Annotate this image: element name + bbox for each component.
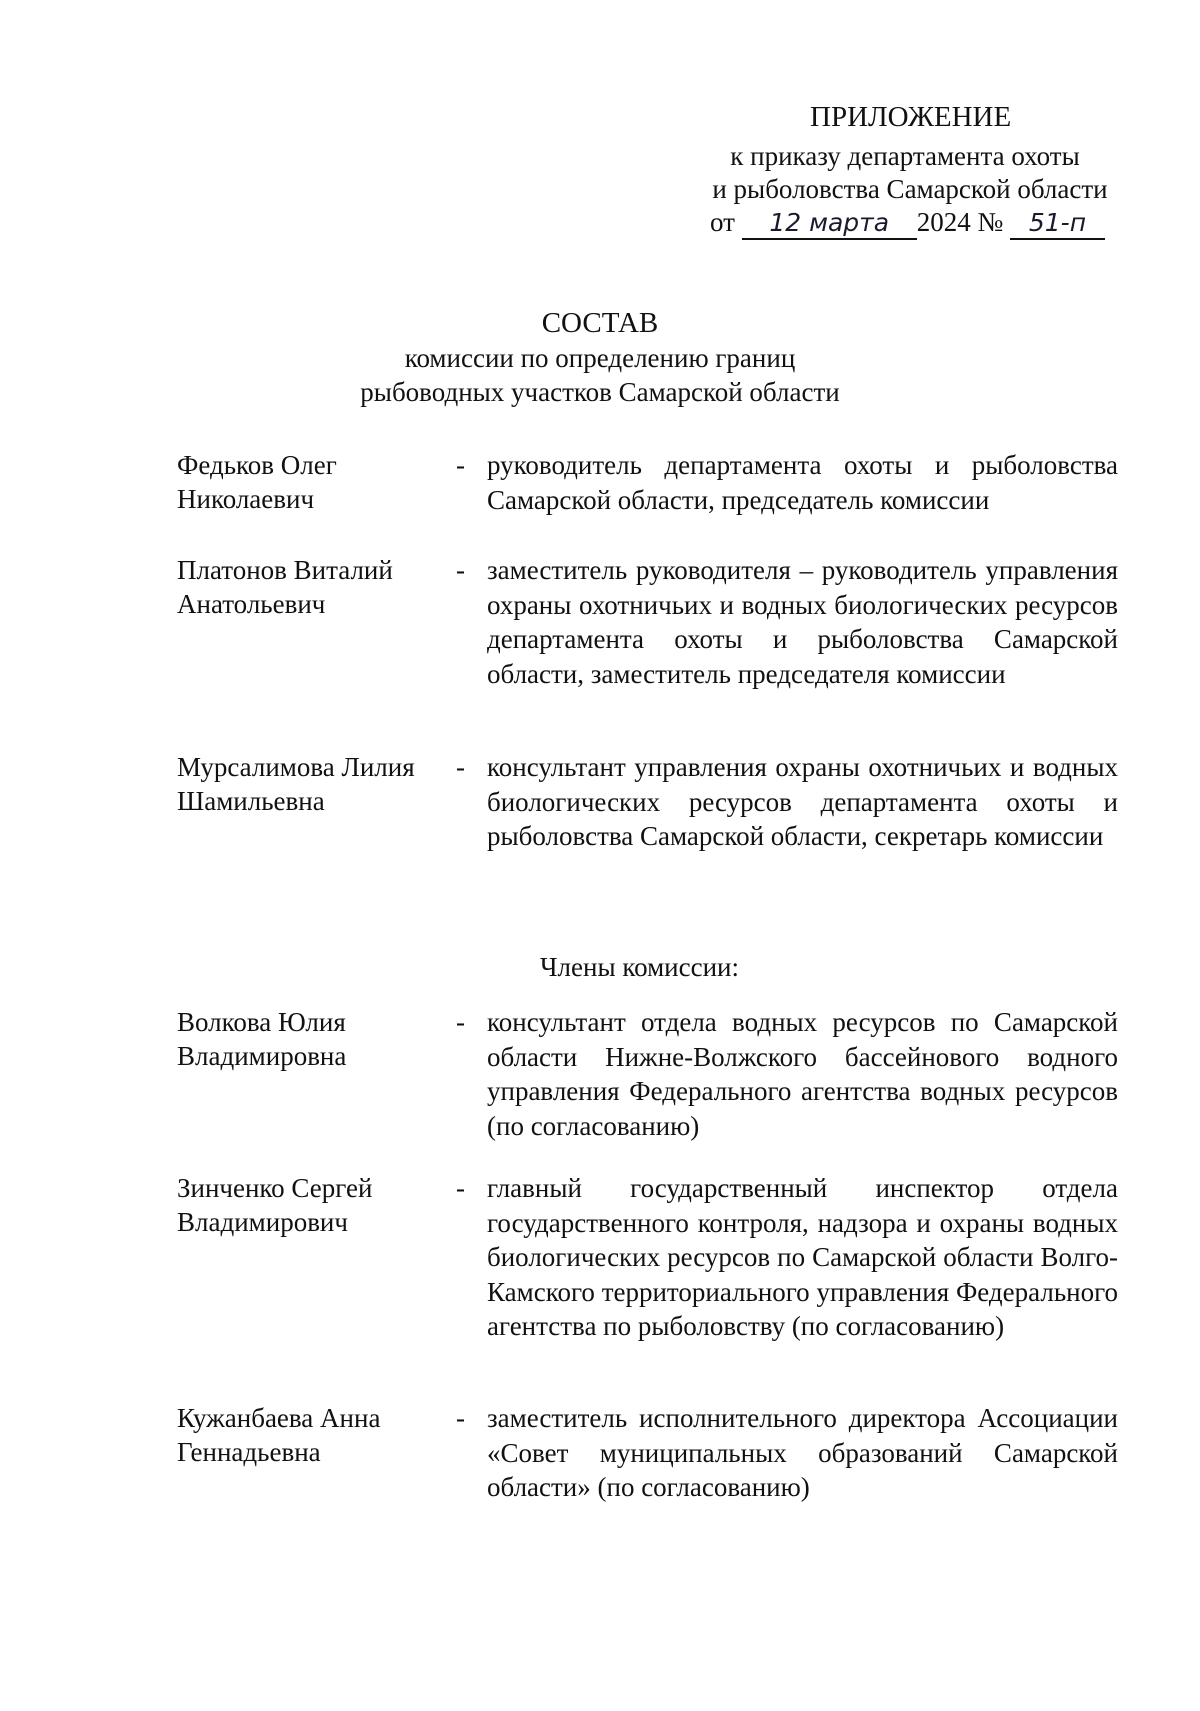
- member-patronymic-line: Шамильевна: [177, 786, 325, 816]
- member-dash: -: [456, 555, 465, 585]
- member-patronymic-line: Геннадьевна: [177, 1437, 321, 1467]
- member-dash: -: [456, 1007, 465, 1037]
- appendix-date-number-line: [710, 205, 1130, 240]
- member-name: [177, 750, 447, 818]
- appendix-order-line: к приказу департамента охоты: [730, 141, 1080, 171]
- document-subtitle-line1: комиссии по определению границ: [404, 343, 796, 373]
- member-surname-line: Кужанбаева Анна: [177, 1403, 381, 1433]
- member-surname-line: Платонов Виталий: [177, 555, 393, 585]
- member-surname-line: Мурсалимова Лилия: [177, 752, 415, 782]
- member-name: [177, 1401, 447, 1469]
- document-title: СОСТАВ: [541, 307, 659, 339]
- member-role: консультант управления охраны охотничьих и водных биологических ресурсов департамента охоты и рыболовства Самарской области, секретарь комиссии: [487, 752, 1118, 851]
- from-label: от: [710, 207, 735, 237]
- member-role: руководитель департамента охоты и рыболовства Самарской области, председатель комиссии: [487, 450, 1118, 515]
- handwritten-date: 12 марта: [742, 208, 917, 240]
- year: 2024: [916, 207, 971, 237]
- member-name: [177, 1005, 447, 1073]
- members-heading: Члены комиссии:: [540, 952, 739, 982]
- member-name: [177, 448, 447, 516]
- member-name: [177, 1171, 447, 1239]
- member-role: консультант отдела водных ресурсов по Самарской области Нижне-Волжского бассейнового водного управления Федерального агентства водных ресурсов (по согласованию): [487, 1007, 1118, 1141]
- member-dash: -: [456, 752, 465, 782]
- member-dash: -: [456, 1173, 465, 1203]
- handwritten-order-number: 51-п: [1010, 208, 1105, 240]
- member-surname-line: Зинченко Сергей: [177, 1173, 373, 1203]
- member-dash: -: [456, 450, 465, 480]
- member-role: заместитель руководителя – руководитель управления охраны охотничьих и водных биологических ресурсов департамента охоты и рыболовства Самарской области, заместитель председателя комиссии: [487, 555, 1118, 689]
- member-patronymic-line: Владимирович: [177, 1207, 348, 1237]
- member-role: заместитель исполнительного директора Ассоциации «Совет муниципальных образований Самарской области» (по согласованию): [487, 1403, 1118, 1502]
- member-role: главный государственный инспектор отдела государственного контроля, надзора и охраны водных биологических ресурсов по Самарской области Волго-Камского территориального управления Федерального агентства по рыболовству (по согласованию): [487, 1173, 1118, 1341]
- number-label: №: [977, 207, 1004, 237]
- member-name: [177, 553, 447, 621]
- member-surname-line: Федьков Олег: [177, 450, 337, 480]
- member-dash: -: [456, 1403, 465, 1433]
- document-subtitle-line2: рыбоводных участков Самарской области: [360, 377, 840, 407]
- appendix-department-line: и рыболовства Самарской области: [712, 174, 1108, 204]
- member-surname-line: Волкова Юлия: [177, 1007, 346, 1037]
- member-patronymic-line: Николаевич: [177, 484, 315, 514]
- appendix-title: ПРИЛОЖЕНИЕ: [810, 101, 1012, 133]
- member-patronymic-line: Анатольевич: [177, 589, 326, 619]
- member-patronymic-line: Владимировна: [177, 1041, 347, 1071]
